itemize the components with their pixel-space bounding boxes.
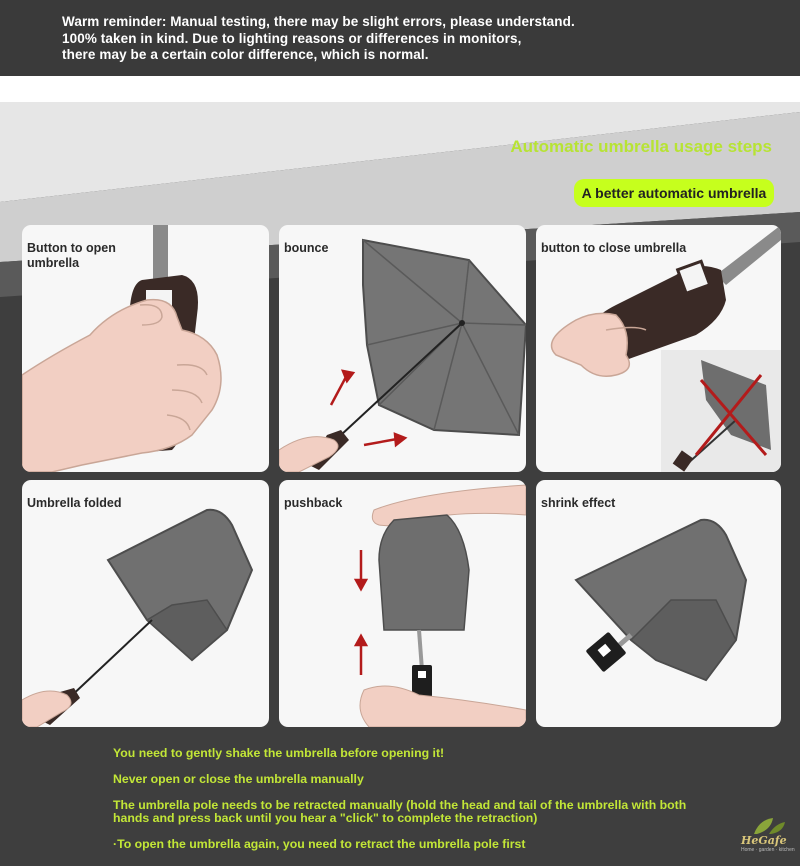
reminder-line-2: 100% taken in kind. Due to lighting reasons or differences in monitors, <box>62 31 522 46</box>
step-title: button to close umbrella <box>541 241 687 255</box>
note-retract-before-reopen: ·To open the umbrella again, you need to retract the umbrella pole first <box>113 837 526 851</box>
step-panel-shrink-effect <box>536 480 781 727</box>
step-panel-folded <box>22 480 269 727</box>
reminder-line-1: Warm reminder: Manual testing, there may be slight errors, please understand. <box>62 14 575 29</box>
brand-logo <box>735 816 795 856</box>
logo-tagline: Home · garden · kitchen <box>741 847 795 853</box>
step-title: bounce <box>284 241 329 255</box>
pushback-illustration <box>279 480 526 727</box>
badge: A better automatic umbrella <box>574 179 774 207</box>
leaf-icon <box>749 816 789 836</box>
step-panel-bounce <box>279 225 526 472</box>
hand-pressing-close-button-illustration <box>536 225 781 472</box>
shrink-effect-illustration <box>536 480 781 727</box>
divider-strip <box>0 76 800 102</box>
note-shake-first: You need to gently shake the umbrella before opening it! <box>113 746 445 760</box>
step-title: shrink effect <box>541 496 616 510</box>
step-title: Umbrella folded <box>27 496 122 510</box>
step-panel-open-button <box>22 225 269 472</box>
note-retract-pole: The umbrella pole needs to be retracted manually (hold the head and tail of the umbrella with both hands and press back until you hear a "click" to complete the retraction) <box>113 798 687 825</box>
reminder-line-3: there may be a certain color difference, which is normal. <box>62 47 429 62</box>
folded-umbrella-illustration <box>22 480 269 727</box>
step-title: pushback <box>284 496 343 510</box>
logo-name: HeGafe <box>741 834 787 847</box>
step-title: Button to open umbrella <box>27 241 116 270</box>
step-panel-close-button <box>536 225 781 472</box>
umbrella-bouncing-open-illustration <box>279 225 526 472</box>
step-panel-pushback <box>279 480 526 727</box>
headline: Automatic umbrella usage steps <box>510 137 772 156</box>
warm-reminder-bar <box>0 0 800 76</box>
note-no-manual-open-close: Never open or close the umbrella manually <box>113 772 364 786</box>
